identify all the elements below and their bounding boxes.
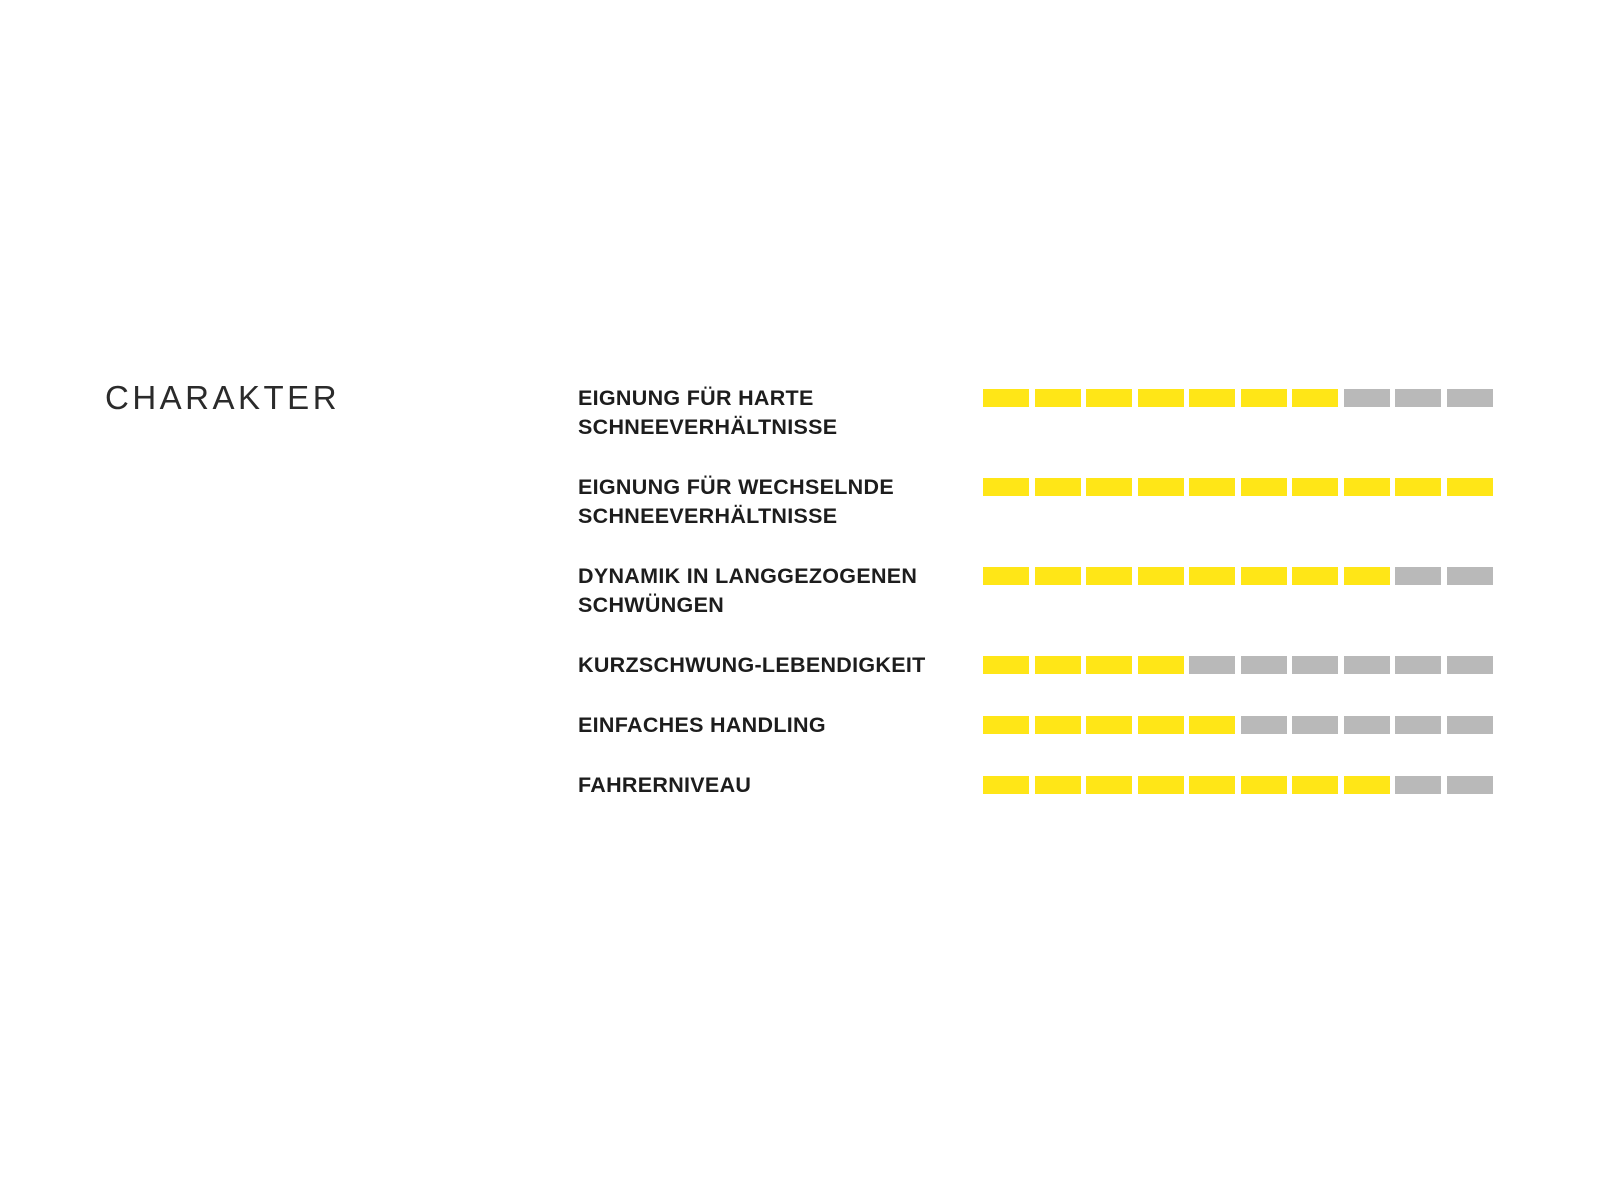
rating-row (578, 651, 1493, 680)
segment-filled (1035, 776, 1081, 794)
segment-filled (1189, 567, 1235, 585)
segment-filled (1086, 716, 1132, 734)
row-label (578, 651, 983, 680)
segment-filled (1138, 567, 1184, 585)
segment-filled (1241, 776, 1287, 794)
segment-filled (1344, 478, 1390, 496)
segment-filled (1138, 389, 1184, 407)
segment-filled (1189, 776, 1235, 794)
segment-empty (1395, 389, 1441, 407)
segment-filled (1447, 478, 1493, 496)
segment-empty (1395, 656, 1441, 674)
segment-empty (1344, 716, 1390, 734)
segment-empty (1292, 716, 1338, 734)
rating-bar (983, 478, 1493, 496)
segment-filled (1035, 389, 1081, 407)
segment-filled (1344, 776, 1390, 794)
rating-row (578, 711, 1493, 740)
segment-filled (1344, 567, 1390, 585)
segment-empty (1447, 776, 1493, 794)
segment-empty (1189, 656, 1235, 674)
segment-filled (1086, 389, 1132, 407)
segment-empty (1447, 389, 1493, 407)
segment-filled (1292, 389, 1338, 407)
segment-empty (1292, 656, 1338, 674)
segment-filled (1086, 776, 1132, 794)
rating-bar (983, 389, 1493, 407)
segment-filled (1292, 567, 1338, 585)
segment-filled (983, 478, 1029, 496)
segment-empty (1447, 656, 1493, 674)
rating-row (578, 771, 1493, 800)
row-label-line: SCHNEEVERHÄLTNISSE (578, 415, 838, 439)
segment-filled (1189, 478, 1235, 496)
segment-filled (1086, 656, 1132, 674)
row-label-line: KURZSCHWUNG-LEBENDIGKEIT (578, 653, 926, 677)
segment-empty (1395, 567, 1441, 585)
segment-filled (1138, 776, 1184, 794)
row-label-line: SCHNEEVERHÄLTNISSE (578, 504, 838, 528)
segment-empty (1344, 656, 1390, 674)
rating-bar (983, 567, 1493, 585)
segment-filled (1035, 478, 1081, 496)
rating-bar (983, 716, 1493, 734)
segment-filled (1241, 478, 1287, 496)
segment-filled (1189, 716, 1235, 734)
row-label (578, 473, 983, 531)
segment-filled (1086, 567, 1132, 585)
segment-empty (1344, 389, 1390, 407)
segment-filled (1189, 389, 1235, 407)
segment-filled (1395, 478, 1441, 496)
row-label-line: FAHRERNIVEAU (578, 773, 752, 797)
row-label (578, 771, 983, 800)
row-label (578, 384, 983, 442)
row-label (578, 562, 983, 620)
segment-empty (1447, 716, 1493, 734)
row-label-line: EINFACHES HANDLING (578, 713, 826, 737)
rating-row (578, 384, 1493, 442)
segment-empty (1395, 716, 1441, 734)
segment-empty (1241, 656, 1287, 674)
segment-filled (1292, 478, 1338, 496)
segment-filled (983, 716, 1029, 734)
segment-filled (983, 389, 1029, 407)
segment-filled (983, 656, 1029, 674)
segment-filled (1035, 716, 1081, 734)
segment-filled (1035, 567, 1081, 585)
segment-filled (983, 776, 1029, 794)
row-label-line: EIGNUNG FÜR HARTE (578, 386, 814, 410)
segment-filled (1241, 567, 1287, 585)
row-label-line: DYNAMIK IN LANGGEZOGENEN (578, 564, 918, 588)
rating-bar (983, 776, 1493, 794)
segment-empty (1241, 716, 1287, 734)
segment-filled (1035, 656, 1081, 674)
segment-filled (1138, 478, 1184, 496)
segment-empty (1395, 776, 1441, 794)
rating-bar (983, 656, 1493, 674)
segment-filled (983, 567, 1029, 585)
rating-row (578, 473, 1493, 531)
segment-filled (1241, 389, 1287, 407)
segment-filled (1138, 716, 1184, 734)
segment-filled (1086, 478, 1132, 496)
row-label (578, 711, 983, 740)
segment-empty (1447, 567, 1493, 585)
rating-row (578, 562, 1493, 620)
segment-filled (1138, 656, 1184, 674)
rating-rows (578, 384, 1493, 831)
segment-filled (1292, 776, 1338, 794)
chart-title: CHARAKTER (105, 379, 341, 416)
row-label-line: SCHWÜNGEN (578, 593, 725, 617)
row-label-line: EIGNUNG FÜR WECHSELNDE (578, 475, 894, 499)
